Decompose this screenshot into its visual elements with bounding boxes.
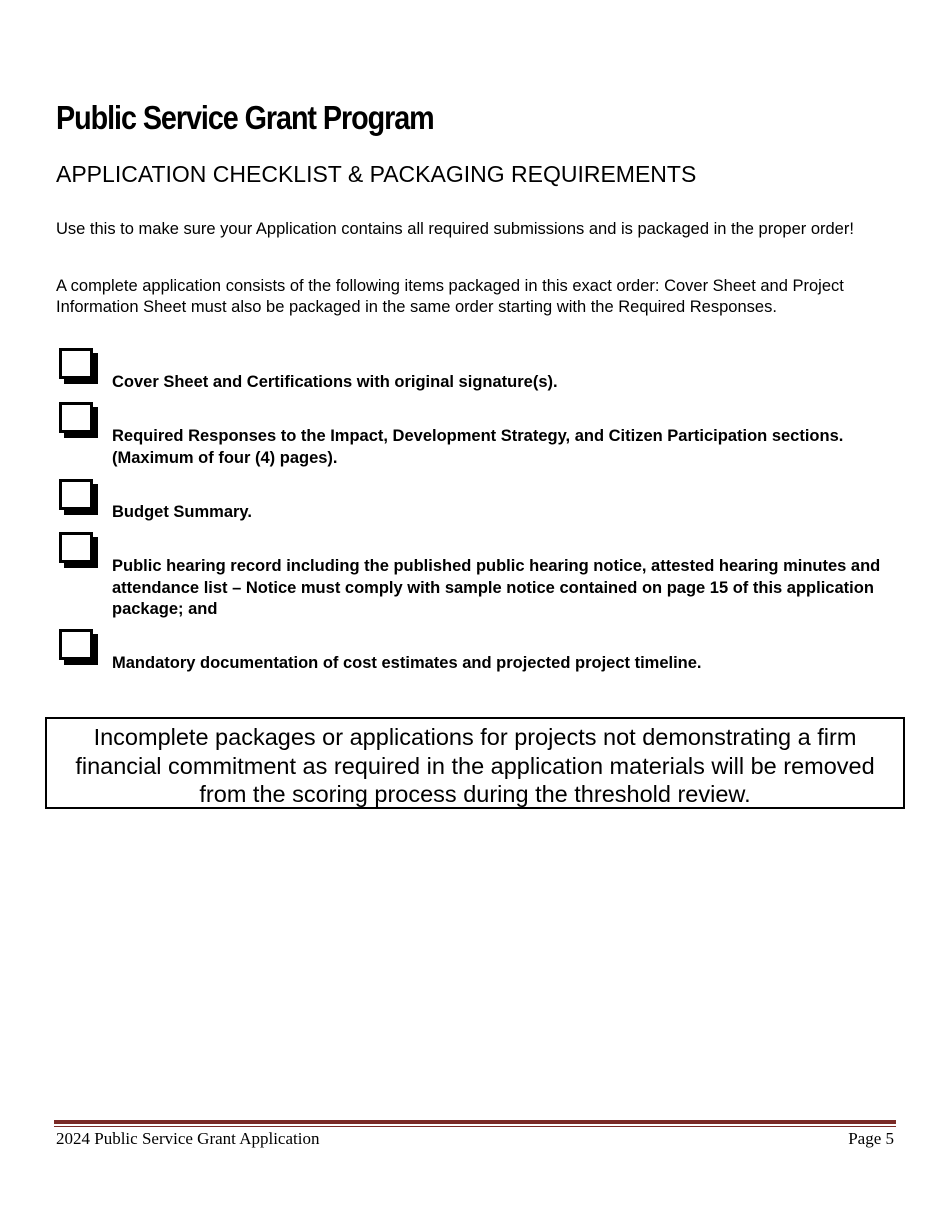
checklist-item-label: Public hearing record including the published public hearing notice, attested hearing minutes and attendance list – Notice must comply with sample notice contained on page 15 of this application package; and — [112, 557, 881, 618]
checklist-item-label: Required Responses to the Impact, Development Strategy, and Citizen Participation sections. (Maximum of four (4) pages). — [112, 427, 844, 467]
threshold-notice-text: Incomplete packages or applications for projects not demonstrating a firm financial commitment as required in the application materials will be removed from the scoring process during the threshold review. — [75, 724, 875, 807]
checkbox-icon[interactable] — [59, 348, 93, 379]
intro-paragraph-2: A complete application consists of the following items packaged in this exact order: Cover Sheet and Project Information Sheet must also be packaged in the same order starting with the Required Responses. — [56, 277, 844, 316]
page-subtitle: APPLICATION CHECKLIST & PACKAGING REQUIREMENTS — [56, 161, 697, 187]
checklist-item-label: Mandatory documentation of cost estimates and projected project timeline. — [112, 654, 702, 672]
footer-page-number: Page 5 — [848, 1129, 894, 1148]
checkbox-icon[interactable] — [59, 532, 93, 563]
footer-document-name: 2024 Public Service Grant Application — [56, 1129, 320, 1148]
footer-divider-thin — [54, 1126, 896, 1127]
checkbox-icon[interactable] — [59, 402, 93, 433]
checklist-item-label: Cover Sheet and Certifications with original signature(s). — [112, 373, 558, 391]
checkbox-icon[interactable] — [59, 629, 93, 660]
page-title: Public Service Grant Program — [56, 99, 434, 136]
checklist-item-label: Budget Summary. — [112, 503, 252, 521]
checkbox-icon[interactable] — [59, 479, 93, 510]
intro-paragraph-1: Use this to make sure your Application contains all required submissions and is packaged in the proper order! — [56, 220, 854, 238]
footer-divider — [54, 1120, 896, 1124]
threshold-notice-box — [45, 717, 905, 809]
